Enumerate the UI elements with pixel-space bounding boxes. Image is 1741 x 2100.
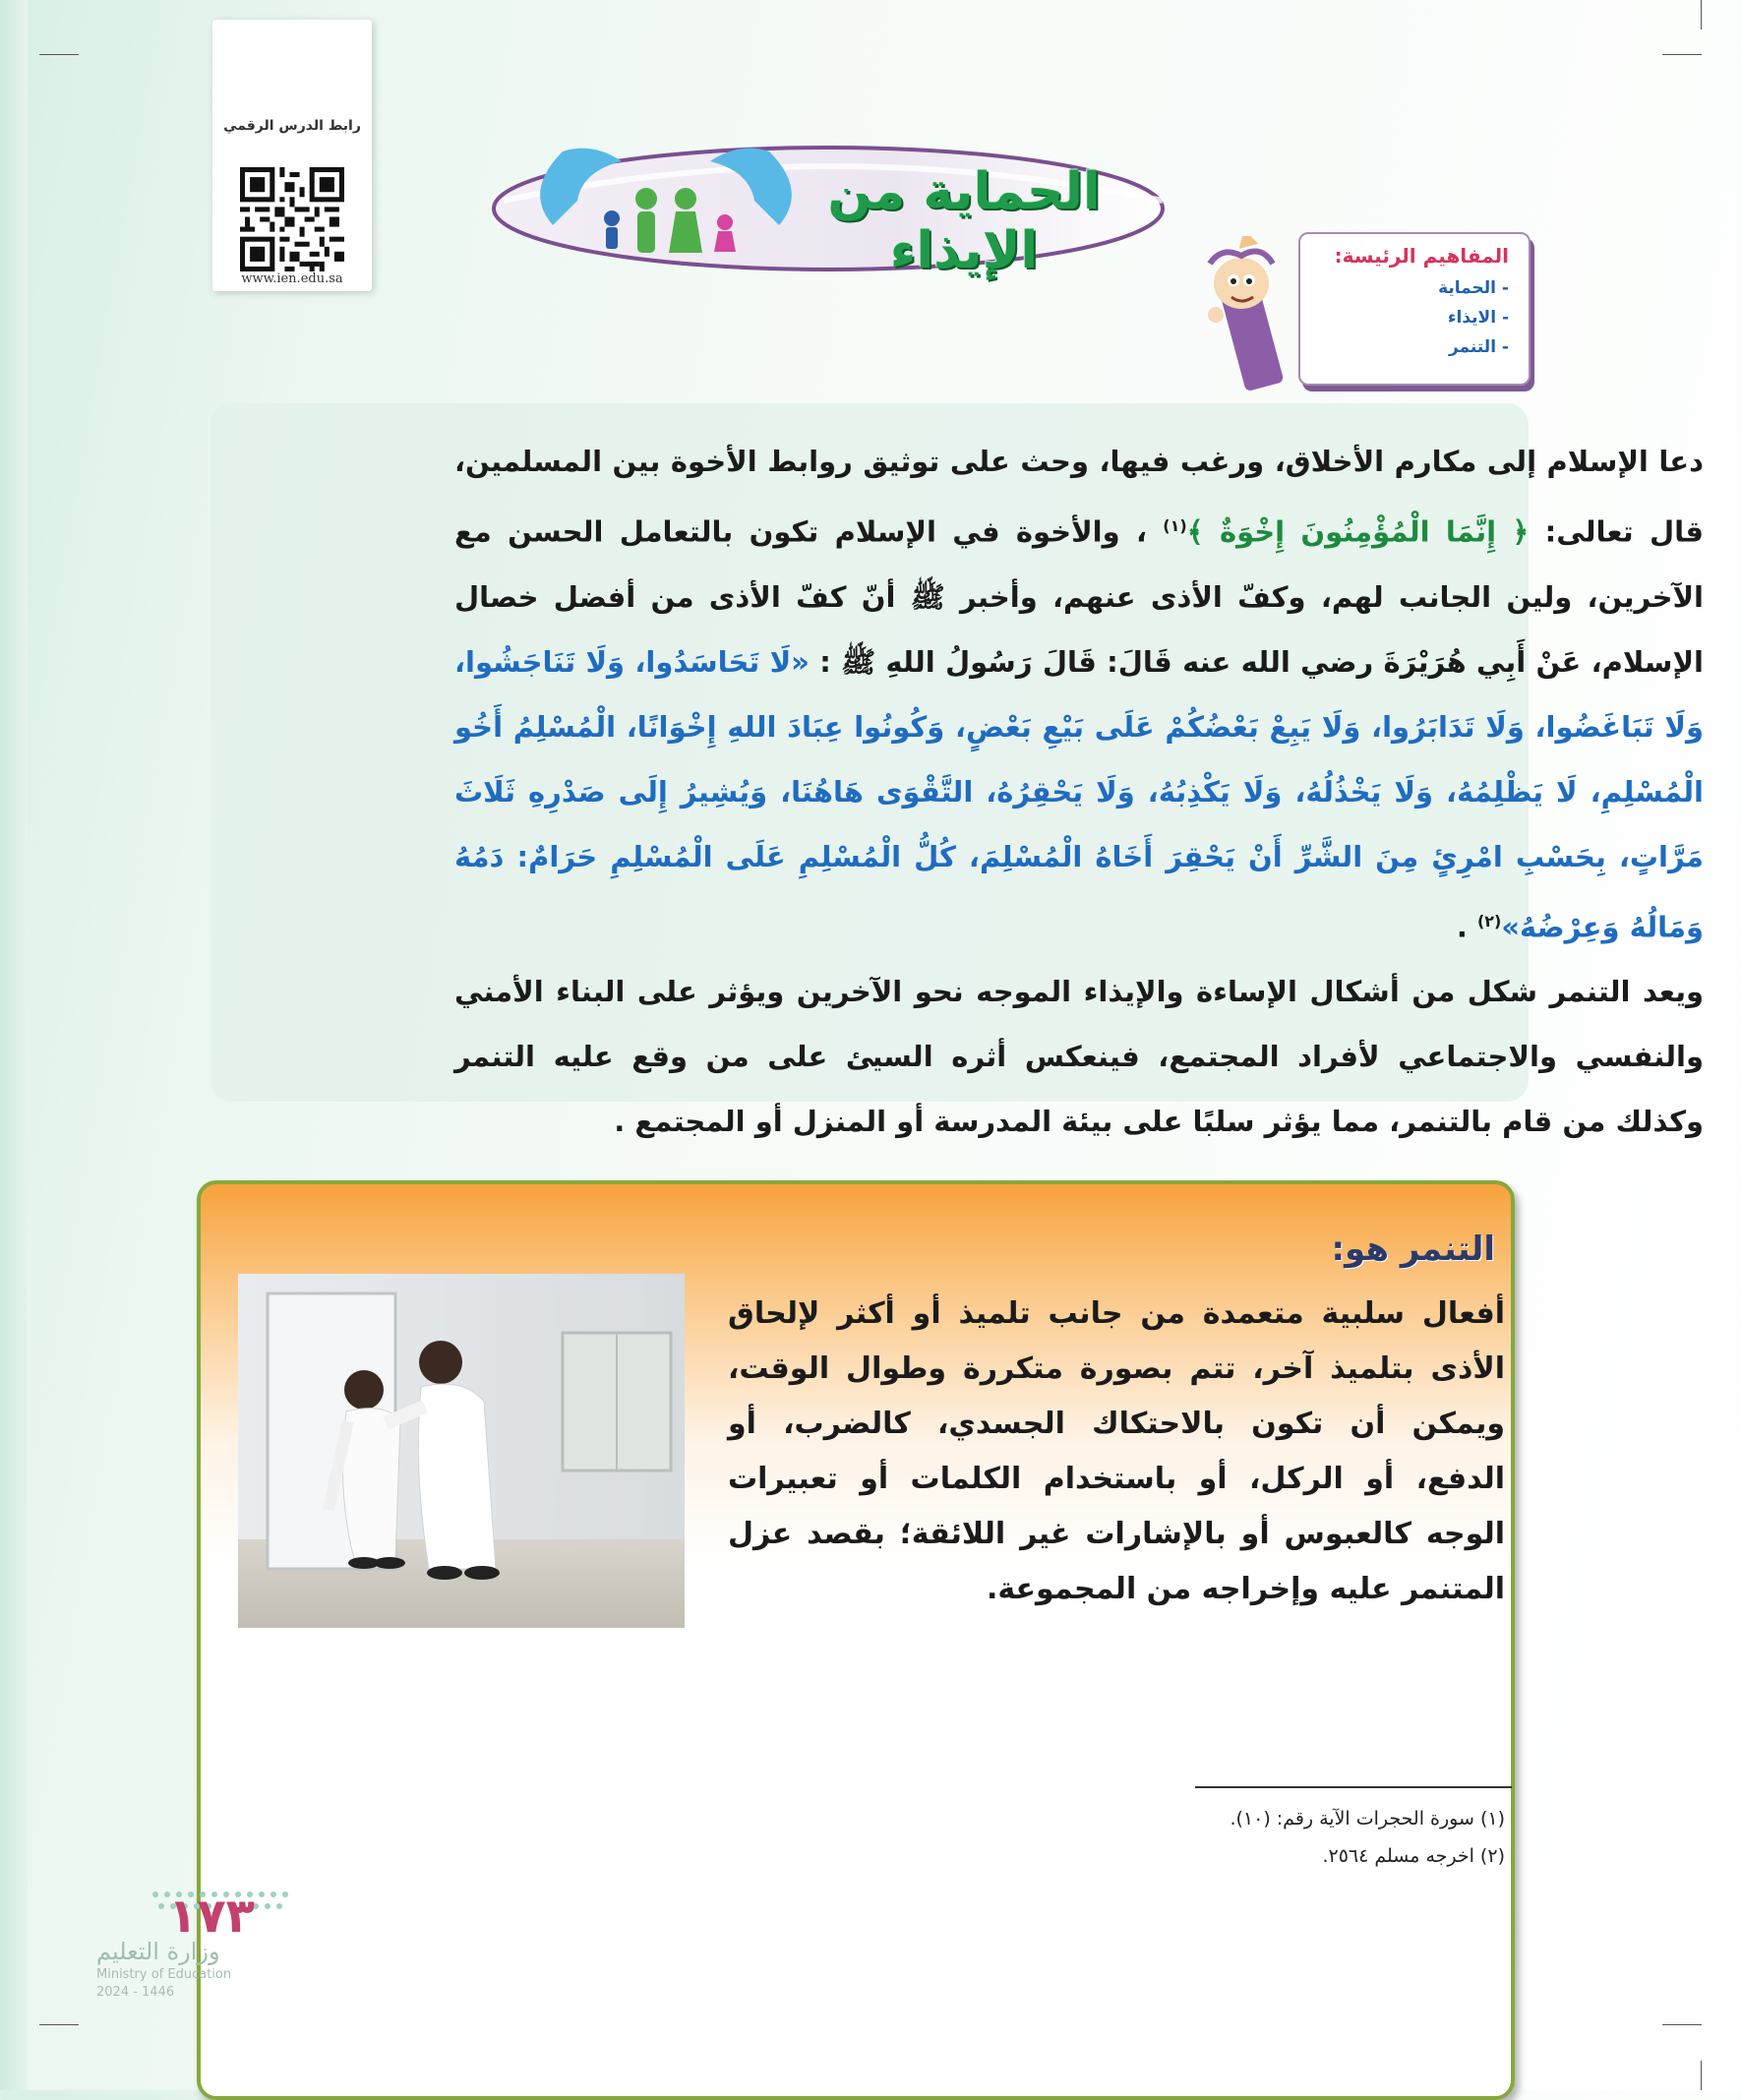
qr-label: رابط الدرس الرقمي: [223, 118, 361, 134]
bullying-photo: [238, 1274, 685, 1628]
intro-text: [454, 429, 1704, 1154]
footnote-marker: (١): [1163, 516, 1187, 535]
concept-item: - التنمر: [1448, 337, 1509, 357]
footnote-rule: [1195, 1786, 1512, 1788]
page-edge-band: [0, 0, 28, 2090]
crop-mark: [1701, 2061, 1702, 2090]
intro-paragraph-1: [454, 429, 1704, 959]
crop-mark: [1701, 0, 1702, 30]
quran-verse: ﴿ إِنَّمَا الْمُؤْمِنُونَ إِخْوَةٌ ﴾: [1186, 514, 1530, 549]
concept-item: - الحماية: [1438, 278, 1509, 298]
edition-year: 2024 - 1446: [96, 1985, 175, 2000]
footnote-marker: (٢): [1476, 911, 1502, 930]
ministry-name-en: Ministry of Education: [96, 1967, 232, 1982]
hadith-text: «لَا تَحَاسَدُوا، وَلَا تَنَاجَشُوا، وَلَا تَبَاغَضُوا، وَلَا تَدَابَرُوا، وَلَا يَبِعْ بَعْضُكُمْ عَلَى بَيْعِ بَعْضٍ، وَكُونُوا عِبَادَ اللهِ إِخْوَانًا، الْمُسْلِمُ أَخُو الْمُسْلِمِ، لَا يَظْلِمُهُ، وَلَا يَخْذُلُهُ، وَلَا يَكْذِبُهُ، وَلَا يَحْقِرُهُ، التَّقْوَى هَاهُنَا، وَيُشِيرُ إِلَى صَدْرِهِ ثَلَاثَ مَرَّاتٍ، بِحَسْبِ امْرِئٍ مِنَ الشَّرِّ أَنْ يَحْقِرَ أَخَاهُ الْمُسْلِمَ، كُلُّ الْمُسْلِمِ عَلَى الْمُسْلِمِ حَرَامٌ: دَمُهُ وَمَالُهُ وَعِرْضُهُ»: [454, 644, 1704, 944]
crop-mark: [1662, 2024, 1702, 2025]
lesson-title: الحماية من الإيذاء: [827, 162, 1101, 280]
key-concepts-box: [1298, 232, 1531, 386]
crop-mark: [39, 54, 79, 55]
ministry-name-ar: وزارة التعليم: [96, 1938, 220, 1965]
footnote-1: (١) سورة الحجرات الآية رقم: (١٠).: [1230, 1808, 1505, 1830]
intro-text-b: ، والأخوة في الإسلام تكون بالتعامل الحسن مع الآخرين، ولين الجانب لهم، وكفّ الأذى عنهم، وأخبر ﷺ أنّ كفّ الأذى من أفضل خصال الإسلام، عَنْ أَبِي هُرَيْرَةَ رضي الله عنه قَالَ: قَالَ رَسُولُ اللهِ ﷺ :: [454, 514, 1704, 679]
definition-heading: التنمر هو:: [1331, 1230, 1495, 1269]
qr-code-icon[interactable]: [240, 167, 344, 271]
definition-text: أفعال سلبية متعمدة من جانب تلميذ أو أكثر لإلحاق الأذى بتلميذ آخر، تتم بصورة متكررة وطوال الوقت، ويمكن أن تكون بالاحتكاك الجسدي، كالضرب، أو الدفع، أو الركل، أو باستخدام الكلمات أو تعبيرات الوجه كالعبوس أو بالإشارات غير اللائقة؛ بقصد عزل المتنمر عليه وإخراجه من المجموعة.: [728, 1296, 1505, 1606]
footnote-2: (٢) اخرجه مسلم ٢٥٦٤.: [1322, 1845, 1505, 1867]
concept-item: - الايذاء: [1447, 308, 1509, 328]
crop-mark: [1662, 54, 1702, 55]
pencil-mascot-icon: [1202, 236, 1291, 393]
intro-paragraph-2: ويعد التنمر شكل من أشكال الإساءة والإيذاء الموجه نحو الآخرين ويؤثر على البناء الأمني والنفسي والاجتماعي لأفراد المجتمع، فينعكس أثره السيئ على من وقع عليه التنمر وكذلك من قام بالتنمر، مما يؤثر سلبًا على بيئة المدرسة أو المنزل أو المجتمع .: [454, 975, 1704, 1139]
qr-url[interactable]: www.ien.edu.sa: [241, 271, 343, 286]
intro-text-a: دعا الإسلام إلى مكارم الأخلاق، ورغب فيها، وحث على توثيق روابط الأخوة بين المسلمين، قال تعالى:: [454, 445, 1704, 549]
intro-text-end: .: [1456, 910, 1477, 944]
qr-card[interactable]: [212, 20, 372, 291]
page-number: ١٧٣: [168, 1889, 255, 1944]
concepts-title: المفاهيم الرئيسة:: [1334, 244, 1509, 268]
crop-mark: [39, 2024, 79, 2025]
